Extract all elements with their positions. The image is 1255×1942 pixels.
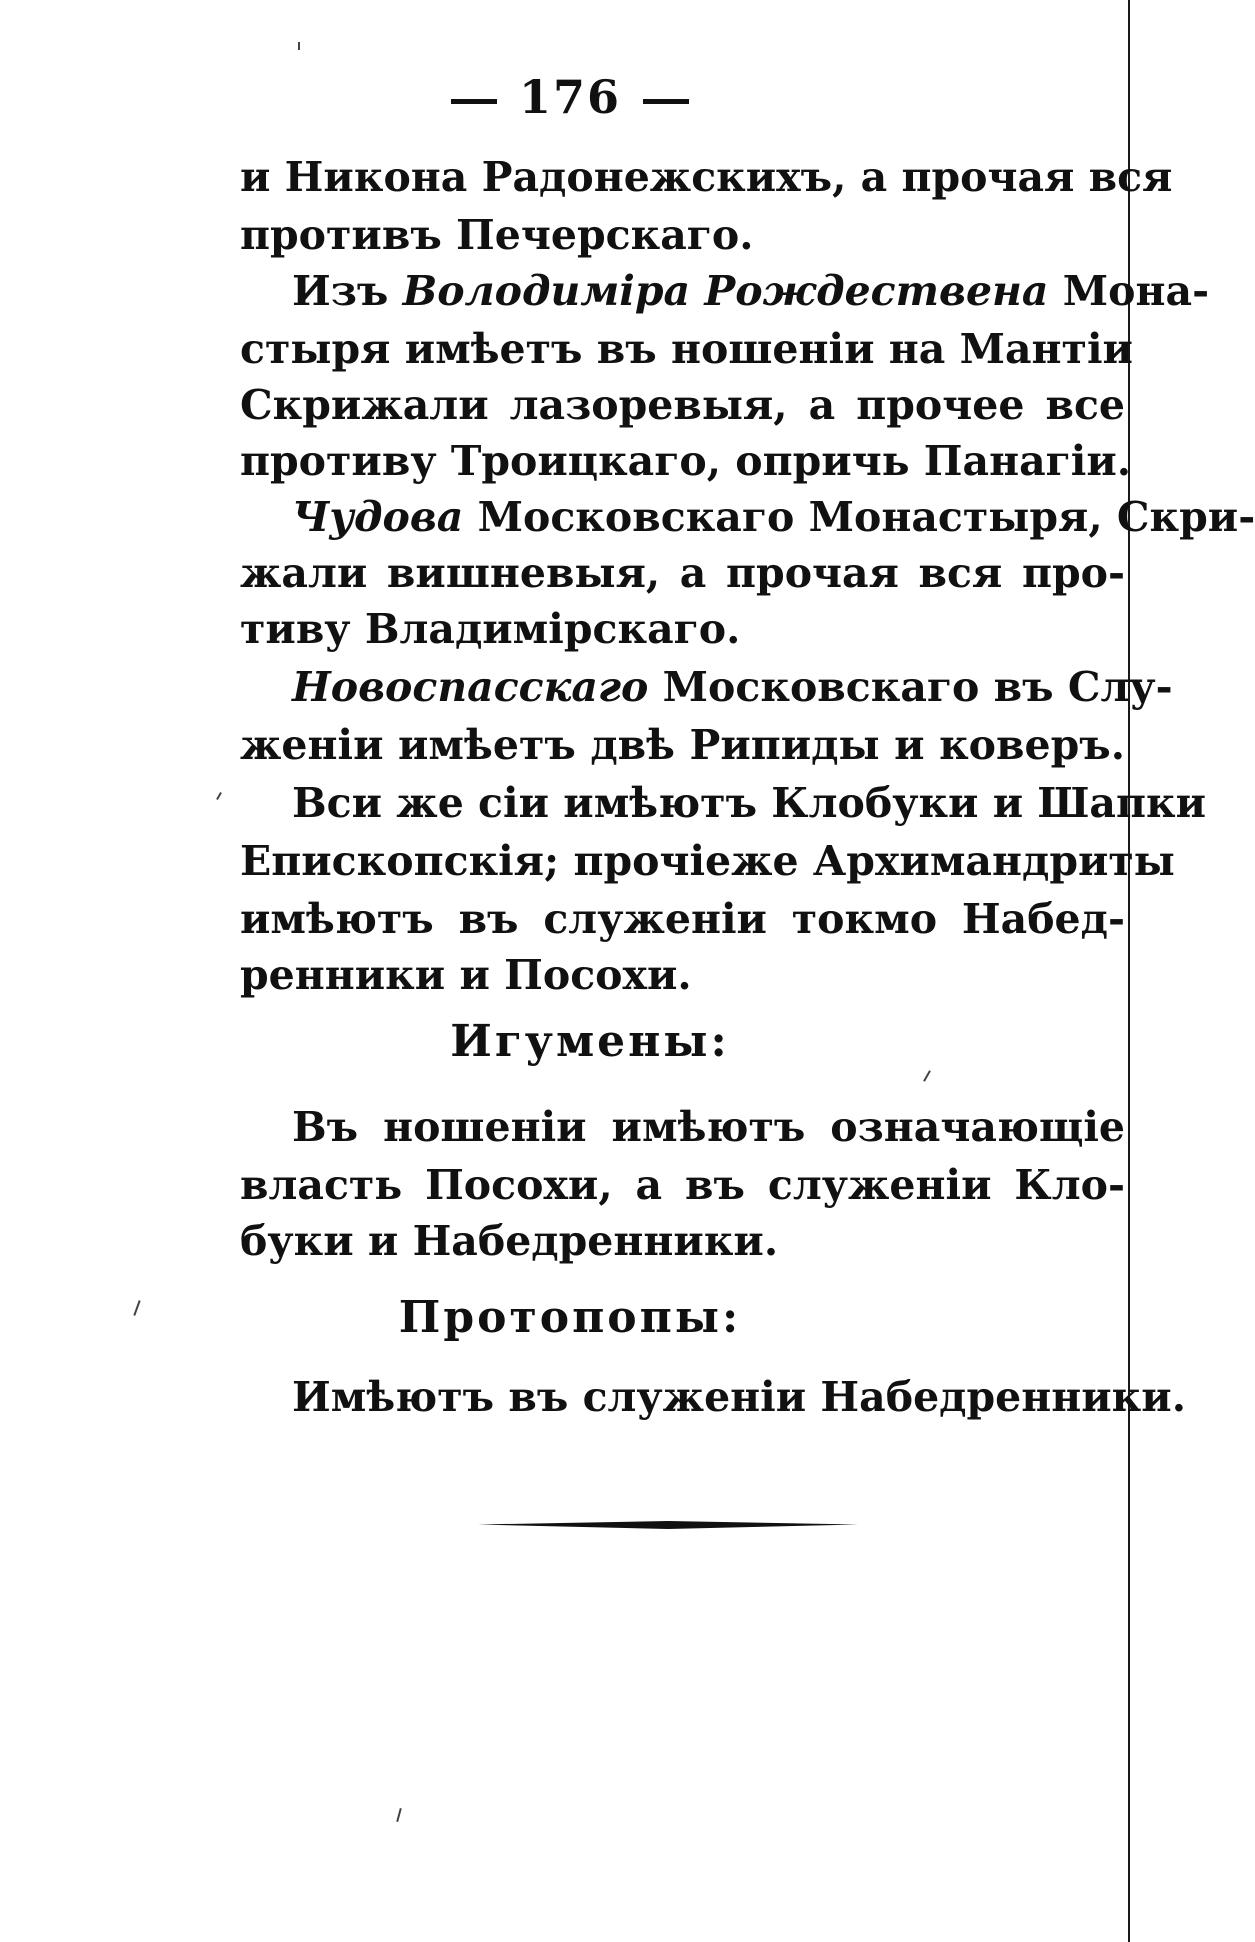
text-line bbox=[240, 544, 1125, 602]
monastery-name-italic: Чудова bbox=[292, 493, 464, 541]
text-segment: власть Посохи, а въ служенiи Кло- bbox=[240, 1161, 1125, 1209]
text-segment: буки и Набедренники. bbox=[240, 1217, 779, 1265]
scan-speck bbox=[396, 1808, 402, 1822]
text-line bbox=[240, 1156, 1125, 1214]
text-line bbox=[240, 206, 1125, 264]
text-segment: противу Троицкаго, опричь Панагiи. bbox=[240, 437, 1132, 485]
text-segment: ренники и Посохи. bbox=[240, 951, 692, 999]
text-line bbox=[240, 946, 1125, 1004]
text-segment: Епископскiя; прочiеже Архимандриты bbox=[240, 837, 1175, 885]
text-segment: Изъ bbox=[292, 267, 403, 315]
text-line bbox=[292, 658, 1173, 716]
section-heading-archpriests: Протопопы: bbox=[398, 1292, 742, 1343]
text-segment: женiи имѣетъ двѣ Рипиды и коверъ. bbox=[240, 721, 1125, 769]
header-dash-left bbox=[451, 99, 497, 104]
text-line bbox=[240, 376, 1125, 434]
text-segment: Въ ношенiи имѣютъ означающiе bbox=[292, 1103, 1125, 1151]
scan-speck bbox=[298, 42, 300, 50]
text-line bbox=[292, 774, 1207, 832]
text-line bbox=[292, 1098, 1125, 1156]
text-segment: стыря имѣетъ въ ношенiи на Мантiи bbox=[240, 325, 1133, 373]
page-number-header bbox=[0, 70, 1140, 124]
text-line bbox=[240, 832, 1175, 890]
header-dash-right bbox=[643, 99, 689, 104]
text-segment: имѣютъ въ служенiи токмо Набед- bbox=[240, 895, 1125, 943]
text-segment: Мона- bbox=[1048, 267, 1210, 315]
text-line bbox=[292, 262, 1210, 320]
text-line bbox=[292, 1368, 1186, 1426]
monastery-name-italic: Новоспасскаго bbox=[292, 663, 649, 711]
text-line bbox=[240, 1212, 1125, 1270]
text-line bbox=[240, 890, 1125, 948]
text-segment: Московскаго Монастыря, Скри- bbox=[463, 493, 1255, 541]
text-line bbox=[292, 488, 1255, 546]
text-line bbox=[240, 716, 1125, 774]
section-heading-abbots: Игумены: bbox=[450, 1016, 730, 1067]
text-segment: тиву Владимiрскаго. bbox=[240, 605, 741, 653]
text-line bbox=[240, 600, 1125, 658]
text-segment: Московскаго въ Слу- bbox=[648, 663, 1173, 711]
text-segment: противъ Печерскаго. bbox=[240, 211, 754, 259]
end-ornament-rule bbox=[478, 1521, 858, 1529]
text-segment: Имѣютъ въ служенiи Набедренники. bbox=[292, 1373, 1186, 1421]
text-segment: Вси же сiи имѣютъ Клобуки и Шапки bbox=[292, 779, 1207, 827]
text-segment: жали вишневыя, а прочая вся про- bbox=[240, 549, 1125, 597]
page-number: 176 bbox=[518, 70, 622, 124]
text-line bbox=[240, 432, 1132, 490]
scan-speck bbox=[923, 1070, 931, 1081]
monastery-name-italic: Володимiра Рождествена bbox=[402, 267, 1049, 315]
text-segment: и Никона Радонежскихъ, а прочая вся bbox=[240, 153, 1173, 201]
scan-speck bbox=[216, 792, 222, 800]
text-segment: Скрижали лазоревыя, а прочее все bbox=[240, 381, 1125, 429]
text-line bbox=[240, 320, 1133, 378]
text-line bbox=[240, 148, 1173, 206]
